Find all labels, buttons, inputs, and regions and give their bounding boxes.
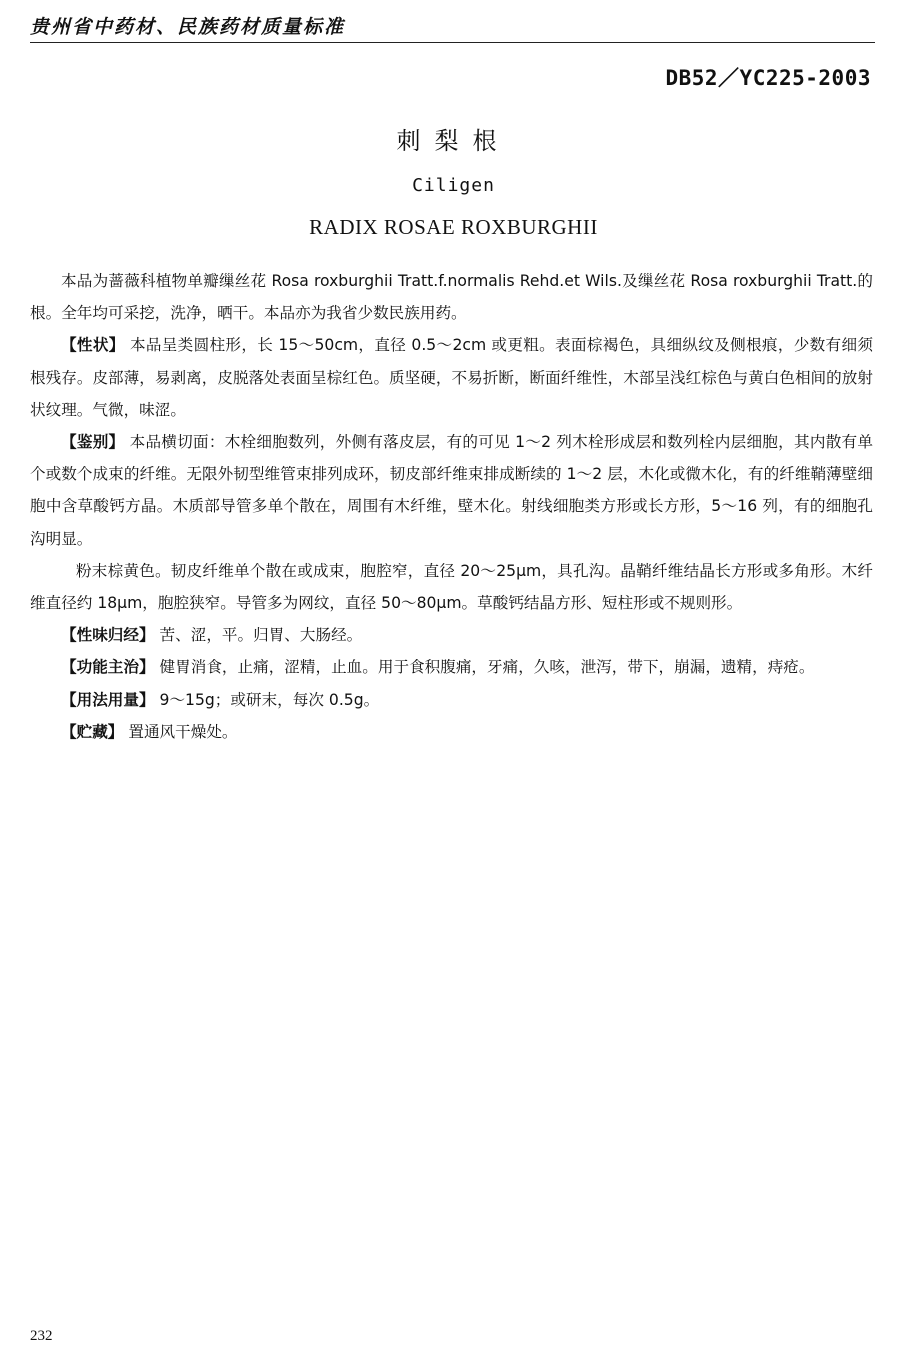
monograph-title-latin: RADIX ROSAE ROXBURGHII	[309, 215, 598, 239]
usage-text: 9～15g；或研末，每次 0.5g。	[159, 690, 380, 709]
monograph-title-chinese: 刺梨根	[396, 127, 511, 155]
storage-label: 【贮藏】	[61, 722, 124, 741]
description-section	[30, 329, 873, 426]
storage-text: 置通风干燥处。	[128, 722, 238, 741]
nature-label: 【性味归经】	[61, 626, 155, 645]
publication-title: 贵州省中药材、民族药材质量标准	[30, 16, 346, 38]
storage-section	[30, 716, 873, 748]
function-text: 健胃消食，止痛，涩精，止血。用于食积腹痛，牙痛，久咳，泄泻，带下，崩漏，遗精，痔疮。	[159, 658, 815, 677]
intro-paragraph: 本品为蔷薇科植物单瓣缫丝花 Rosa roxburghii Tratt.f.normalis Rehd.et Wils.及缫丝花 Rosa roxburghii Tratt.的根。全年均可采挖，洗净，晒干。本品亦为我省少数民族用药。	[30, 272, 873, 323]
standard-code: DB52／YC225-2003	[665, 66, 871, 90]
usage-label: 【用法用量】	[61, 690, 155, 709]
description-label: 【性状】	[61, 336, 125, 355]
monograph-body	[30, 265, 873, 748]
identification-section	[30, 426, 873, 555]
monograph-title-pinyin: Ciligen	[412, 175, 495, 196]
identification-text: 本品横切面：木栓细胞数列，外侧有落皮层，有的可见 1～2 列木栓形成层和数列栓内层细胞，其内散有单个或数个成束的纤维。无限外韧型维管束排列成环，韧皮部纤维束排成断续的 1～2 层，木化或微木化，有的纤维鞘薄壁细胞中含草酸钙方晶。木质部导管多单个散在，周围有木纤维，壁木化。射线细胞类方形或长方形，5～16 列，有的细胞孔沟明显。	[30, 433, 873, 548]
usage-section	[30, 684, 873, 716]
nature-section	[30, 619, 873, 651]
function-section	[30, 651, 873, 683]
powder-paragraph: 粉末棕黄色。韧皮纤维单个散在或成束，胞腔窄，直径 20～25μm，具孔沟。晶鞘纤维结晶长方形或多角形。木纤维直径约 18μm，胞腔狭窄。导管多为网纹，直径 50～80μm。草酸钙结晶方形、短柱形或不规则形。	[30, 561, 873, 613]
identification-label: 【鉴别】	[61, 433, 125, 452]
function-label: 【功能主治】	[61, 658, 155, 677]
page-number: 232	[30, 1328, 53, 1344]
description-text: 本品呈类圆柱形，长 15～50cm，直径 0.5～2cm 或更粗。表面棕褐色，具细纵纹及侧根痕，少数有细须根残存。皮部薄，易剥离，皮脱落处表面呈棕红色。质坚硬，不易折断，断面纤维性，木部呈浅红棕色与黄白色相间的放射状纹理。气微，味涩。	[30, 336, 873, 419]
header-divider	[30, 42, 875, 43]
nature-text: 苦、涩，平。归胃、大肠经。	[159, 626, 363, 645]
